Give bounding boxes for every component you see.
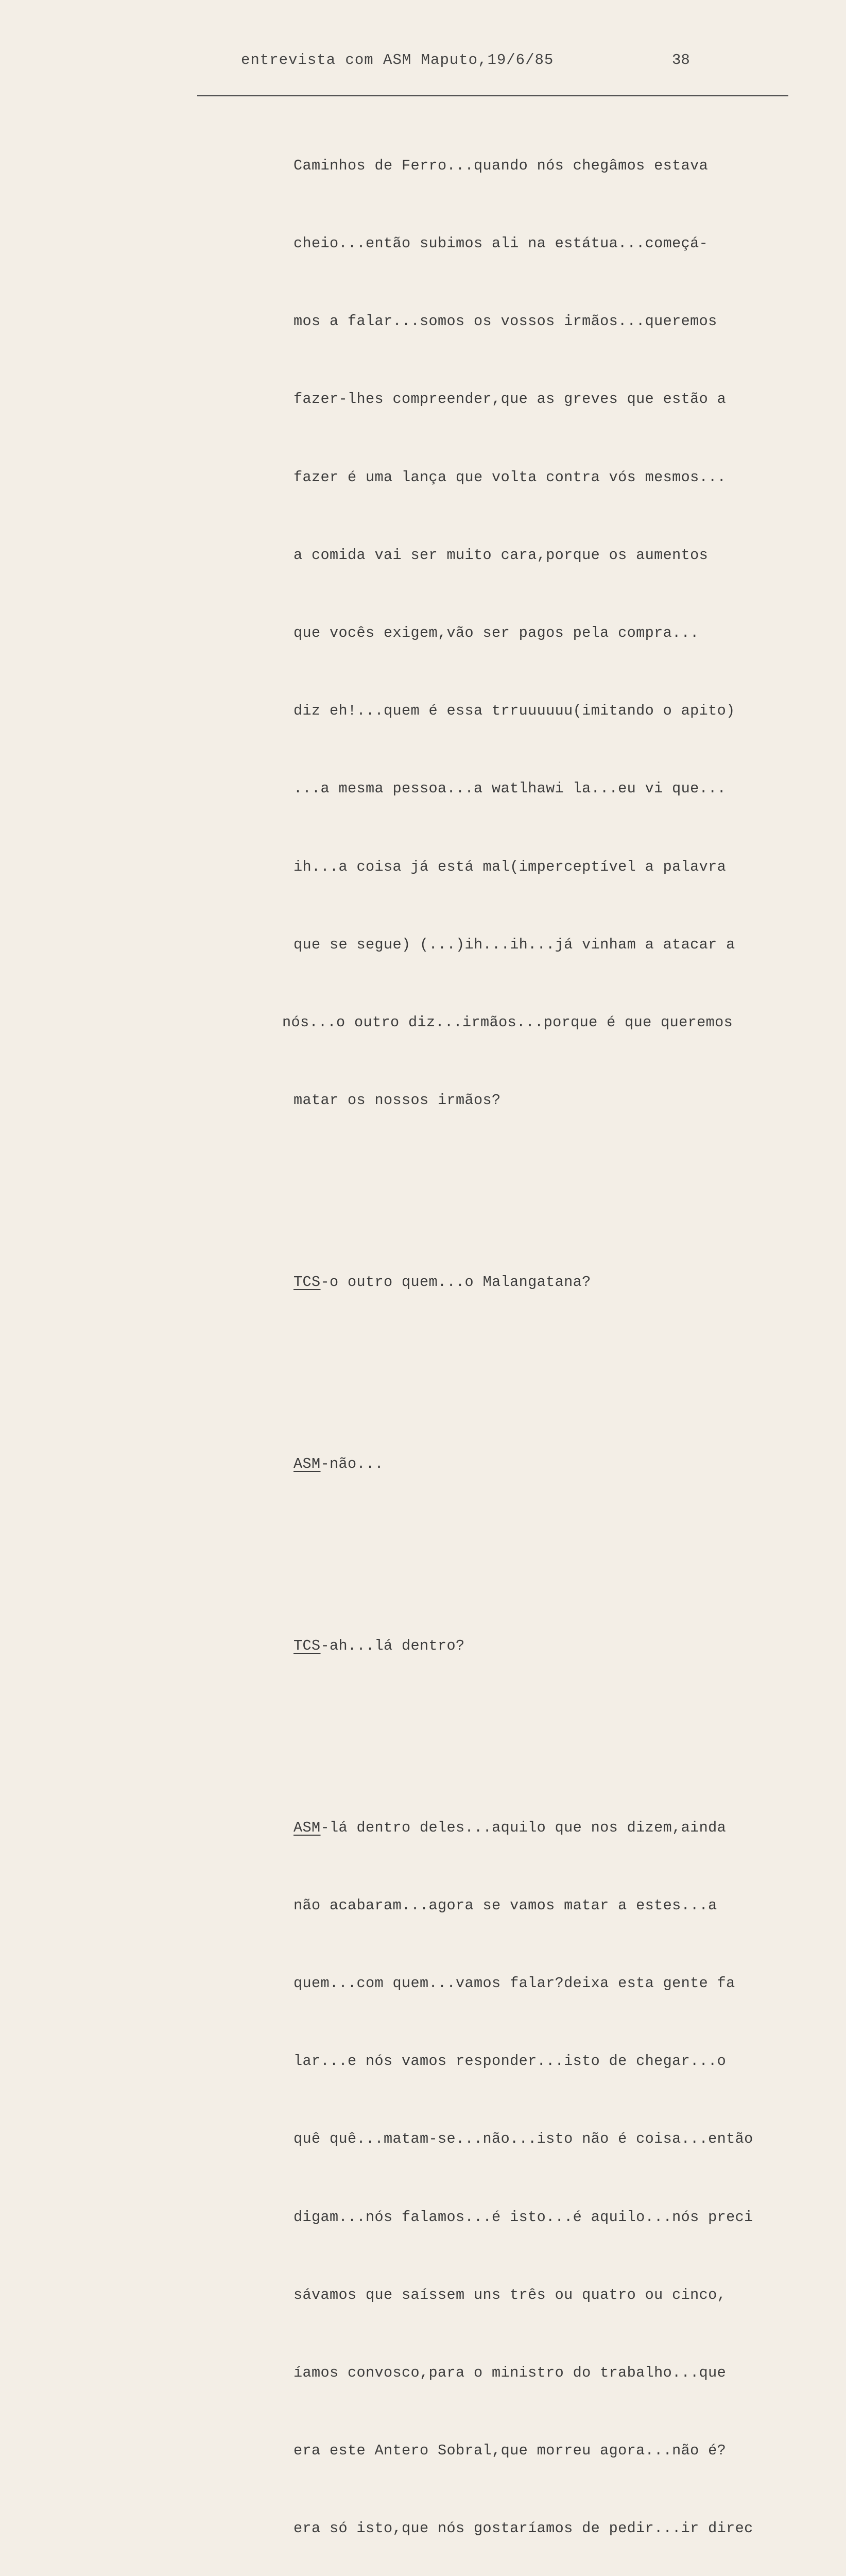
text-line: ...a mesma pessoa...a watlhawi la...eu vi que... — [293, 780, 727, 798]
page-header: entrevista com ASM Maputo,19/6/85 — [241, 52, 554, 69]
speaker-turn-tcs — [293, 1633, 829, 1659]
text-line: lar...e nós vamos responder...isto de chegar...o — [293, 2053, 727, 2070]
text-line: Caminhos de Ferro...quando nós chegâmos estava — [293, 157, 709, 174]
text-line: cheio...então subimos ali na estátua...começá- — [293, 235, 709, 252]
speaker-text: -ah...lá dentro? — [320, 1637, 465, 1654]
text-line: era só isto,que nós gostaríamos de pedir...ir direc — [293, 2520, 753, 2537]
text-line: não acabaram...agora se vamos matar a estes...a — [293, 1896, 717, 1914]
text-line: diz eh!...quem é essa trruuuuuu(imitando o apito) — [293, 702, 735, 720]
text-line: digam...nós falamos...é isto...é aquilo...nós preci — [293, 2208, 753, 2226]
text-line: fazer é uma lança que volta contra vós mesmos... — [293, 468, 727, 486]
transcript-body — [282, 101, 829, 2576]
text-line: quem...com quem...vamos falar?deixa esta gente fa — [293, 1974, 735, 1992]
speaker-turn-asm — [293, 1815, 829, 1841]
speaker-turn-asm — [293, 1451, 829, 1477]
text-line: era este Antero Sobral,que morreu agora...não é? — [293, 2442, 727, 2460]
text-line: que se segue) (...)ih...ih...já vinham a atacar a — [293, 936, 735, 953]
page-number: 38 — [672, 52, 690, 69]
speaker-text: -o outro quem...o Malangatana? — [320, 1274, 591, 1291]
text-line: matar os nossos irmãos? — [293, 1092, 501, 1109]
paragraph-gap — [293, 1165, 829, 1191]
speaker-turn-tcs — [293, 1269, 829, 1295]
speaker-label: TCS — [293, 1274, 321, 1291]
speaker-text: -não... — [320, 1455, 384, 1472]
text-line: que vocês exigem,vão ser pagos pela compra... — [293, 624, 699, 642]
text-line: a comida vai ser muito cara,porque os aumentos — [293, 546, 709, 564]
text-line: mos a falar...somos os vossos irmãos...queremos — [293, 313, 717, 330]
paragraph-gap — [293, 1347, 829, 1373]
speaker-label: ASM — [293, 1455, 321, 1472]
text-line: ih...a coisa já está mal(imperceptível a palavra — [293, 858, 727, 875]
header-rule — [197, 95, 788, 96]
text-line: sávamos que saíssem uns três ou quatro ou cinco, — [293, 2286, 727, 2303]
text-line: quê quê...matam-se...não...isto não é coisa...então — [293, 2130, 753, 2148]
speaker-label: TCS — [293, 1637, 321, 1654]
speaker-label: ASM — [293, 1819, 321, 1836]
paragraph-gap — [293, 1711, 829, 1737]
text-line: nós...o outro diz...irmãos...porque é que queremos — [282, 1014, 733, 1031]
paragraph-gap — [293, 1529, 829, 1555]
text-line: íamos convosco,para o ministro do trabalho...que — [293, 2364, 727, 2381]
text-line: fazer-lhes compreender,que as greves que estão a — [293, 391, 727, 408]
speaker-text: -lá dentro deles...aquilo que nos dizem,ainda — [320, 1819, 727, 1836]
